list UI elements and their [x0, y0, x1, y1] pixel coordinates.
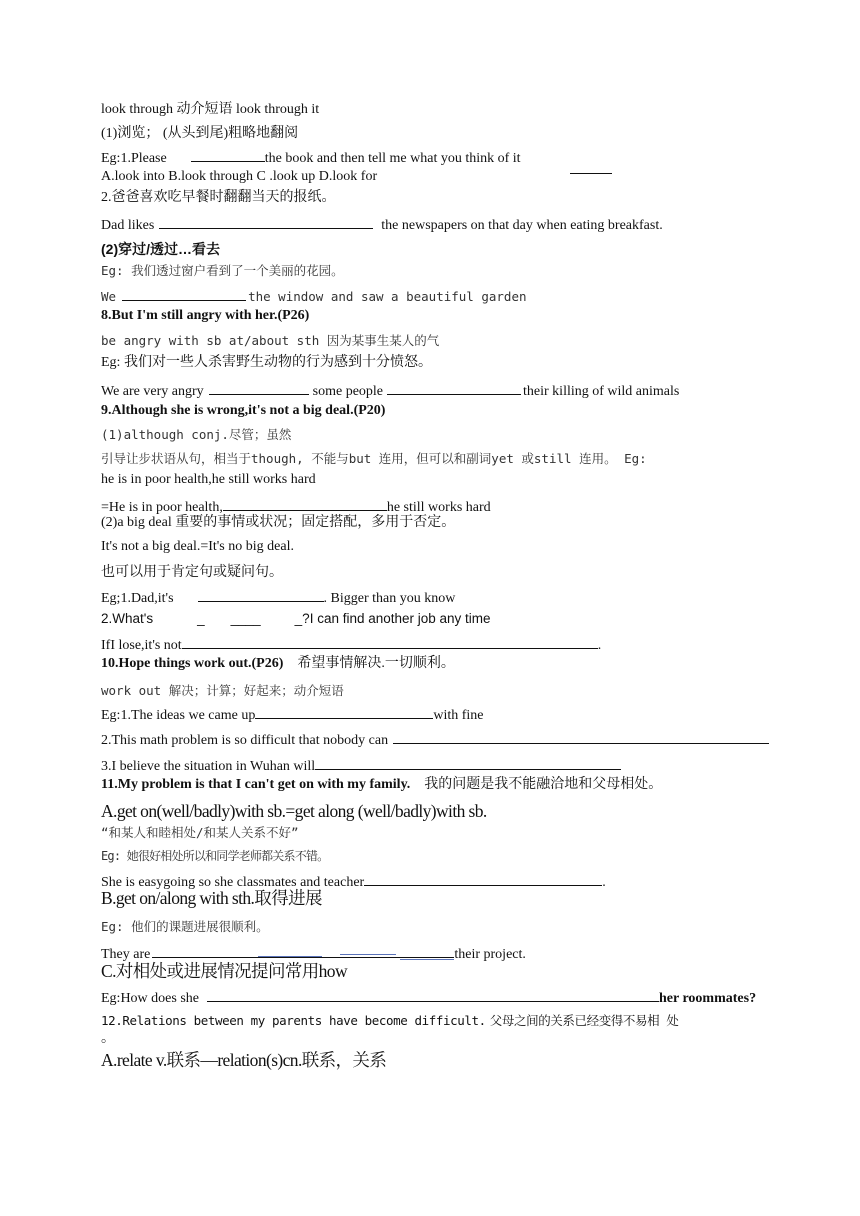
get-on-b: B.get on/along with sth.取得进展 — [101, 888, 322, 908]
get-on-meaning: “和某人和睦相处/和某人关系不好” — [101, 825, 299, 840]
phrase-angry: be angry with sb at/about sth 因为某事生某人的气 — [101, 333, 440, 348]
example-1-rest: the book and then tell me what you think of it — [264, 151, 521, 166]
wo-eg1-prefix: Eg:1.The ideas we came up — [101, 708, 256, 723]
heading-9: 9.Although she is wrong,it's not a big deal.(P20) — [101, 403, 386, 418]
answer-blank[interactable] — [182, 634, 598, 649]
blue-underline-2 — [340, 954, 396, 955]
get-on-b-eg-zh: Eg: 他们的课题进展很顺利。 — [101, 919, 269, 934]
answer-blank[interactable] — [122, 286, 246, 301]
eg2-rest: _?I can find another job any time — [294, 611, 491, 626]
get-on-b-prefix: They are — [101, 947, 151, 962]
example-3-english — [101, 286, 527, 306]
answer-blank[interactable] — [207, 987, 659, 1002]
meaning-1: (1)浏览； (从头到尾)粗略地翻阅 — [101, 126, 299, 141]
work-out-def: work out 解决；计算；好起来；动介短语 — [101, 683, 344, 698]
heading-10-zh: 希望事情解决.一切顺利。 — [297, 656, 455, 671]
choices: A.look into B.look through C .look up D.look for — [101, 169, 378, 184]
relate-def: A.relate v.联系—relation(s)cn.联系，关系 — [101, 1050, 387, 1070]
eg2-blank-2[interactable]: ____ — [230, 611, 261, 626]
heading-11-zh: 我的问题是我不能融洽地和父母相处。 — [424, 777, 663, 792]
wo-eg3-prefix: 3.I believe the situation in Wuhan will — [101, 759, 316, 774]
big-deal-eg2 — [101, 610, 491, 628]
get-on-b-rest: their project. — [454, 947, 526, 962]
eg1-prefix: Eg;1.Dad,it's — [101, 591, 174, 606]
choice-answer-blank[interactable] — [570, 173, 612, 174]
get-on-c: C.对相处或进展情况提问常用how — [101, 961, 347, 981]
rewrite-prefix: =He is in poor health, — [101, 500, 223, 515]
answer-blank[interactable] — [191, 147, 265, 162]
work-out-eg1 — [101, 704, 483, 725]
answer-blank[interactable] — [198, 587, 324, 602]
example-4-rest: their killing of wild animals — [523, 384, 680, 399]
get-on-a: A.get on(well/badly)with sb.=get along (well/badly)with sb. — [101, 801, 487, 821]
answer-blank[interactable] — [393, 729, 769, 744]
big-deal-def: (2)a big deal 重要的事情或状况；固定搭配，多用于否定。 — [101, 515, 456, 530]
heading-10 — [101, 655, 455, 673]
heading-12 — [101, 1012, 678, 1030]
example-1 — [101, 147, 521, 168]
example-4-prefix: We are very angry — [101, 384, 204, 399]
meaning-2: (2)穿过/透过…看去 — [101, 241, 220, 257]
wo-eg1-rest: with fine — [433, 708, 484, 723]
answer-blank[interactable] — [387, 380, 521, 395]
example-1-prefix: Eg:1.Please — [101, 151, 167, 166]
although-def: (1)although conj.尽管；虽然 — [101, 427, 292, 442]
eg3-rest: . — [597, 638, 602, 653]
eg2-prefix: 2.What's — [101, 611, 154, 626]
work-out-eg3 — [101, 755, 621, 776]
answer-blank[interactable] — [315, 755, 621, 770]
eg2-blank-1[interactable]: _ — [197, 611, 205, 626]
heading-12-zh: 父母之间的关系已经变得不易相 处 — [489, 1013, 679, 1028]
although-usage: 引导让步状语从句，相当于though, 不能与but 连用，但可以和副词yet 或still 连用。 Eg: — [101, 451, 647, 466]
rewrite-rest: he still works hard — [386, 500, 491, 515]
answer-blank[interactable] — [364, 871, 602, 886]
work-out-eg2 — [101, 729, 769, 750]
heading-11 — [101, 776, 662, 794]
heading-12-period: 。 — [101, 1031, 115, 1046]
eg3-prefix: IfI lose,it's not — [101, 638, 182, 653]
heading-12-en: 12.Relations between my parents have become difficult. — [101, 1013, 486, 1028]
although-example: he is in poor health,he still works hard — [101, 472, 316, 487]
blue-underline-3 — [400, 959, 454, 960]
heading-10-en: 10.Hope things work out.(P26) — [101, 656, 284, 671]
big-deal-example: It's not a big deal.=It's no big deal. — [101, 539, 294, 554]
heading-8: 8.But I'm still angry with her.(P26) — [101, 308, 310, 323]
example-2-prefix: Dad likes — [101, 218, 155, 233]
example-3-rest: the window and saw a beautiful garden — [248, 289, 527, 304]
big-deal-eg3 — [101, 634, 601, 655]
big-deal-eg1 — [101, 587, 455, 608]
example-4-english — [101, 380, 679, 401]
example-2-chinese: 2.爸爸喜欢吃早餐时翻翻当天的报纸。 — [101, 190, 336, 205]
get-on-eg-prefix: She is easygoing so she classmates and teacher — [101, 875, 365, 890]
heading-11-en: 11.My problem is that I can't get on with my family. — [101, 777, 411, 792]
big-deal-note: 也可以用于肯定句或疑问句。 — [101, 565, 283, 580]
get-on-c-prefix: Eg:How does she — [101, 991, 199, 1006]
eg1-rest: . Bigger than you know — [323, 591, 456, 606]
choices-line — [101, 168, 377, 186]
example-2-english — [101, 214, 663, 235]
answer-blank[interactable] — [209, 380, 309, 395]
get-on-c-rest: her roommates? — [659, 991, 757, 1006]
get-on-c-eg — [101, 987, 756, 1008]
example-4-mid: some people — [312, 384, 384, 399]
answer-blank[interactable] — [255, 704, 433, 719]
wo-eg2-prefix: 2.This math problem is so difficult that nobody can — [101, 733, 389, 748]
get-on-eg-zh: Eg: 她很好相处所以和同学老师都关系不错。 — [101, 849, 329, 863]
phrase-heading: look through 动介短语 look through it — [101, 102, 320, 117]
answer-blank[interactable] — [223, 496, 387, 511]
get-on-eg-rest: . — [602, 875, 606, 890]
blue-underline-1 — [258, 956, 322, 957]
example-4-chinese: Eg: 我们对一些人杀害野生动物的行为感到十分愤怒。 — [101, 355, 432, 370]
example-3-prefix: We — [101, 289, 117, 304]
answer-blank[interactable] — [159, 214, 373, 229]
example-2-rest: the newspapers on that day when eating breakfast. — [381, 218, 663, 233]
example-3-chinese: Eg: 我们透过窗户看到了一个美丽的花园。 — [101, 263, 344, 278]
